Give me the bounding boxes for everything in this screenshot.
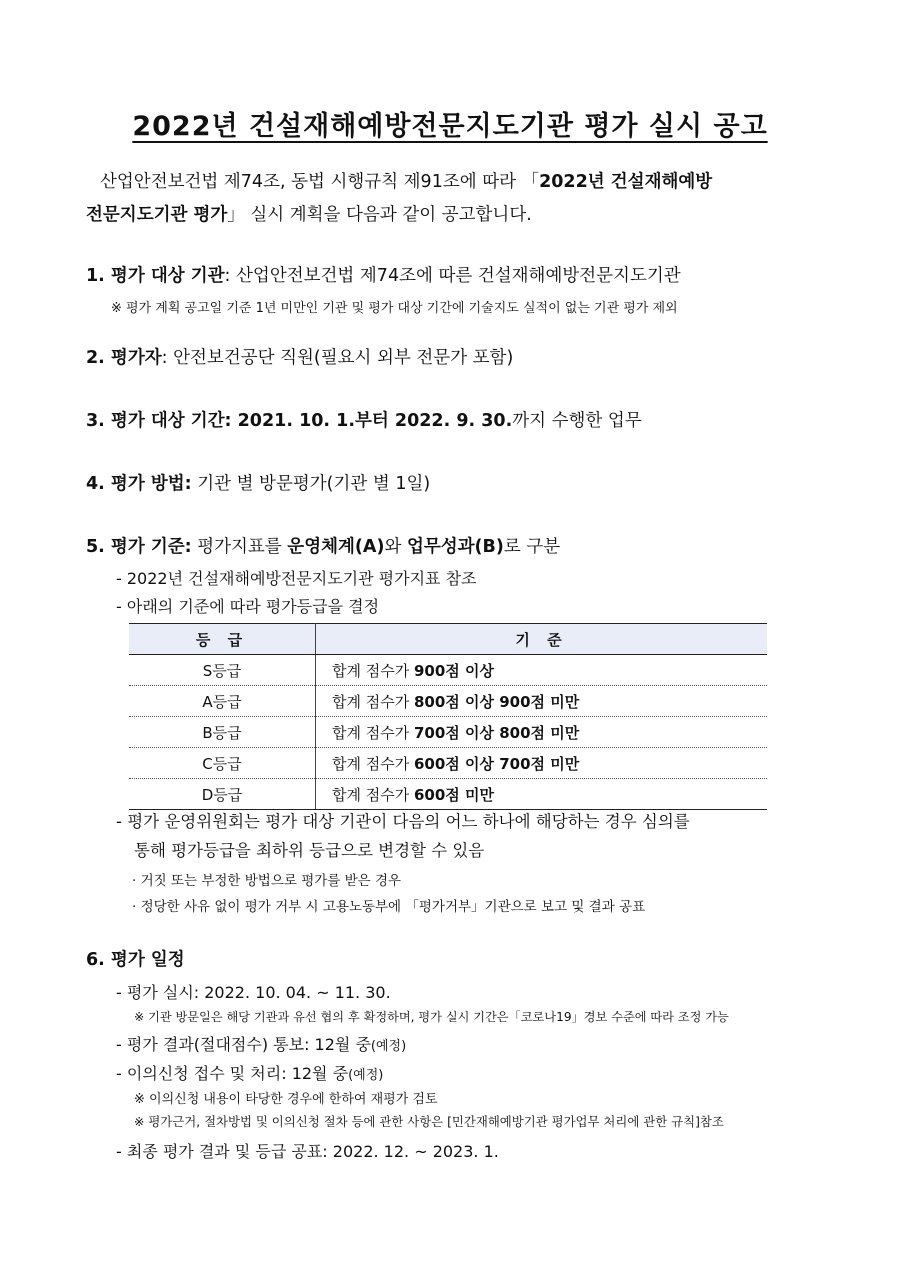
- section-5-text-2: 와: [384, 537, 407, 557]
- table-row: [129, 779, 767, 810]
- section-1-heading: 1. 평가 대상 기관: [86, 266, 225, 286]
- section-6-bullet-1: - 평가 실시: 2022. 10. 04. ~ 11. 30.: [116, 983, 391, 1002]
- criteria-cell: [316, 655, 768, 686]
- section-5-bullet-1: - 2022년 건설재해예방전문지도기관 평가지표 참조: [116, 569, 477, 588]
- section-1-text: : 산업안전보건법 제74조에 따른 건설재해예방전문지도기관: [224, 266, 681, 286]
- section-5-bullet-3-line-2: 통해 평가등급을 최하위 등급으로 변경할 수 있음: [134, 841, 485, 860]
- grade-cell: A등급: [129, 686, 316, 717]
- section-6-bullet-2: [116, 1032, 856, 1055]
- grade-cell: D등급: [129, 779, 316, 810]
- intro-line2-text: 」 실시 계획을 다음과 같이 공고합니다.: [227, 205, 532, 225]
- criteria-text: 합계 점수가: [332, 785, 414, 804]
- section-5-bullet-2: - 아래의 기준에 따라 평가등급을 결정: [116, 597, 380, 616]
- grade-cell: S등급: [129, 655, 316, 686]
- section-6-note-2: ※ 이의신청 내용이 타당한 경우에 한하여 재평가 검토: [134, 1092, 438, 1107]
- grade-header: 등 급: [129, 624, 316, 655]
- section-1: [86, 262, 826, 287]
- criteria-header: 기 준: [316, 624, 768, 655]
- section-6-bullet-2-small: (예정): [370, 1039, 407, 1054]
- section-1-note: ※ 평가 계획 공고일 기준 1년 미만인 기관 및 평가 대상 기간에 기술지도 실적이 없는 기관 평가 제외: [111, 301, 678, 316]
- criteria-cell: [316, 779, 768, 810]
- intro-paragraph: [86, 166, 826, 232]
- section-4-heading: 4. 평가 방법:: [86, 474, 192, 494]
- section-3-heading: 3. 평가 대상 기간: 2021. 10. 1.부터 2022. 9. 30.: [86, 411, 513, 431]
- table-row: [129, 655, 767, 686]
- section-2: [86, 344, 826, 369]
- section-6-bullet-4: - 최종 평가 결과 및 등급 공표: 2022. 12. ~ 2023. 1.: [116, 1142, 499, 1161]
- section-5-dot-1: · 거짓 또는 부정한 방법으로 평가를 받은 경우: [132, 873, 402, 889]
- section-6-bullet-3-small: (예정): [348, 1068, 384, 1083]
- criteria-bold: 900점 이상: [414, 661, 495, 680]
- criteria-cell: [316, 717, 768, 748]
- section-4: [86, 470, 826, 495]
- section-3-text: 까지 수행한 업무: [512, 411, 642, 431]
- section-4-text: 기관 별 방문평가(기관 별 1일): [191, 474, 431, 494]
- section-6-note-1: ※ 기관 방문일은 해당 기관과 유선 협의 후 확정하며, 평가 실시 기간은「코로나19」경보 수준에 따라 조정 가능: [134, 1010, 729, 1024]
- grade-cell: B등급: [129, 717, 316, 748]
- section-2-text: : 안전보건공단 직원(필요시 외부 전문가 포함): [161, 348, 514, 368]
- criteria-text: 합계 점수가: [332, 661, 414, 680]
- table-row: [129, 686, 767, 717]
- criteria-bold: 800점 이상 900점 미만: [414, 692, 580, 711]
- criteria-bold: 600점 미만: [414, 785, 495, 804]
- criteria-bold: 600점 이상 700점 미만: [414, 754, 580, 773]
- table-row: [129, 717, 767, 748]
- intro-line2-bold: 전문지도기관 평가: [86, 205, 228, 225]
- section-5-text-3: 로 구분: [503, 537, 561, 557]
- grade-cell: C등급: [129, 748, 316, 779]
- section-2-heading: 2. 평가자: [86, 348, 162, 368]
- criteria-text: 합계 점수가: [332, 723, 414, 742]
- section-5-bullet-3-line-1: - 평가 운영위원회는 평가 대상 기관이 다음의 어느 하나에 해당하는 경우 심의를: [116, 812, 690, 831]
- criteria-bold: 700점 이상 800점 미만: [414, 723, 580, 742]
- criteria-text: 합계 점수가: [332, 754, 414, 773]
- section-6-bullet-3: [116, 1061, 856, 1084]
- section-3: [86, 407, 826, 432]
- section-5-bold-2: 업무성과(B): [406, 537, 504, 557]
- section-6-bullet-2-text: - 평가 결과(절대점수) 통보: 12월 중: [116, 1035, 371, 1054]
- criteria-text: 합계 점수가: [332, 692, 414, 711]
- section-5-heading: 5. 평가 기준:: [86, 537, 192, 557]
- section-6-note-3: ※ 평가근거, 절차방법 및 이의신청 절차 등에 관한 사항은 [민간재해예방기관 평가업무 처리에 관한 규칙]참조: [134, 1114, 724, 1129]
- intro-line1-bold: 2022년 건설재해예방: [539, 172, 713, 192]
- section-5-bold-1: 운영체계(A): [287, 537, 385, 557]
- criteria-cell: [316, 748, 768, 779]
- table-row: [129, 748, 767, 779]
- section-5-text-1: 평가지표를: [191, 537, 288, 557]
- grade-table-header: [129, 624, 767, 655]
- page-title: 2022년 건설재해예방전문지도기관 평가 실시 공고: [132, 111, 768, 142]
- section-6-heading: [86, 946, 826, 971]
- section-5-dot-2: · 정당한 사유 없이 평가 거부 시 고용노동부에 「평가거부」기관으로 보고 및 결과 공표: [132, 899, 646, 915]
- intro-line1-text: 산업안전보건법 제74조, 동법 시행규칙 제91조에 따라 「: [100, 172, 540, 192]
- section-6-heading-text: 6. 평가 일정: [86, 950, 185, 970]
- section-6-bullet-3-text: - 이의신청 접수 및 처리: 12월 중: [116, 1064, 349, 1083]
- grade-table: [129, 623, 767, 810]
- criteria-cell: [316, 686, 768, 717]
- section-5: [86, 533, 826, 558]
